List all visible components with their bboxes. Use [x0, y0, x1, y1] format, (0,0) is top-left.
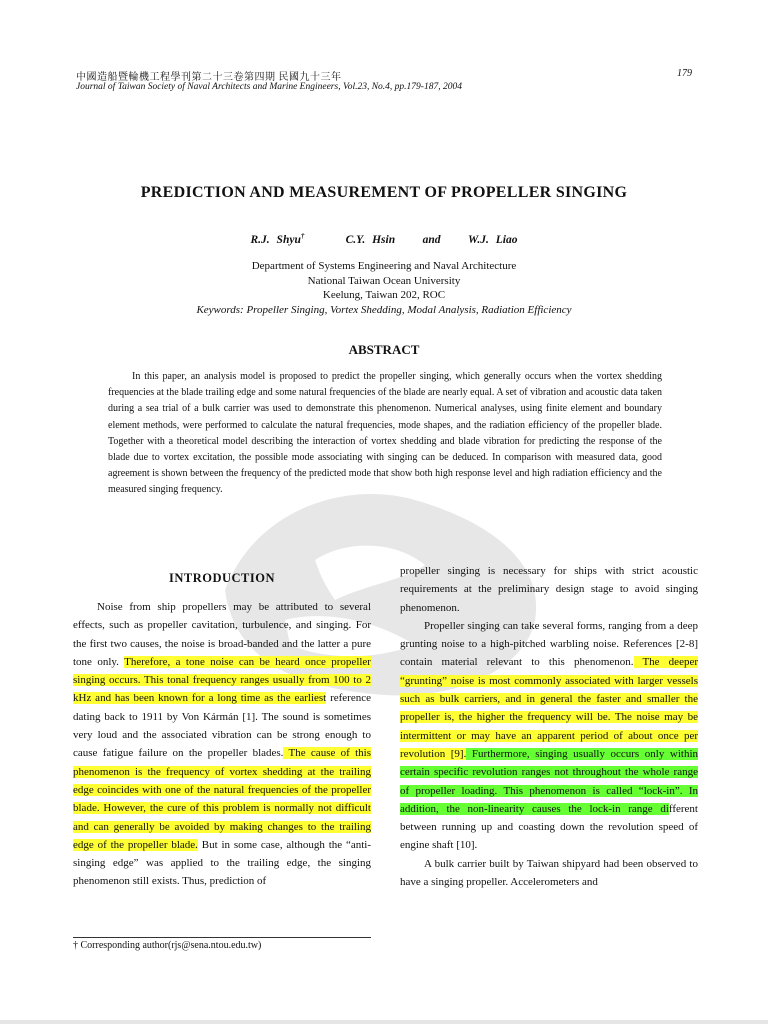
text-run: fferent between running up and coasting down the revolution speed of engine shaft [10]. — [400, 802, 698, 852]
affiliation-address: Keelung, Taiwan 202, ROC — [322, 289, 446, 301]
intro-paragraph-2 — [400, 617, 698, 855]
right-column — [400, 562, 698, 891]
abstract-text: In this paper, an analysis model is proposed to predict the propeller singing, which generally occurs when the vortex shedding frequencies at the blade trailing edge and some natural frequencies of the blade are nearly equal. A set of vibration and acoustic data taken during a sea trial of a bulk carrier was used to demonstrate this phenomenon. Numerical analyses, using finite element and boundary element methods, were performed to calculate the natural frequencies, mode shapes, and the radiation efficiency of the propeller blade. Together with a theoretical model describing the interaction of vortex shedding and blade vibration for predicting the response of the blade due to vortex excitation, the possible mode associating with singing can be deduced. In comparison with measured data, good agreement is shown between the frequency of the predicted mode that show both high response level and high radiation efficiency and the measured singing frequency. — [108, 371, 662, 496]
corresponding-mark: † — [300, 232, 305, 240]
green-highlight: Furthermore, singing usually occurs only within certain specific revolution ranges not throughout the whole range of propeller loading. This phenomenon is called “lock-in”. In addition, the non-linearity causes the lock-in range di — [400, 747, 699, 815]
text-run: Noise from ship propellers may be attributed to several effects, such as propeller cavitation, turbulence, and singing. For the first two causes, the noise is broad-banded and the latter a pure tone only. — [73, 601, 371, 668]
yellow-highlight: The cause of this phenomenon is the frequency of vortex shedding at the trailing edge coincides with one of the natural frequencies of the propeller blade. However, the cure of this problem is normally not difficult and can generally be avoided by making changes to the trailing edge of the propeller blade. — [73, 747, 371, 851]
affiliation-department: Department of Systems Engineering and Naval Architecture — [251, 260, 517, 272]
introduction-heading: INTRODUCTION — [168, 571, 275, 585]
author-hsin: C.Y. Hsin — [345, 233, 396, 246]
text-run: Propeller singing can take several forms, ranging from a deep grunting noise to a high-pitched warbling noise. References [2-8] contain material relevant to this phenomenon. — [400, 619, 698, 669]
author-liao: W.J. Liao — [468, 233, 518, 246]
affiliation-university: National Taiwan Ocean University — [307, 274, 461, 287]
affiliation-block — [0, 259, 768, 317]
header-journal-citation: Journal of Taiwan Society of Naval Architects and Marine Engineers, Vol.23, No.4, pp.179-187, 2004 — [76, 82, 462, 92]
left-column — [73, 598, 371, 891]
intro-paragraph-3: A bulk carrier built by Taiwan shipyard had been observed to have a singing propeller. Accelerometers and — [400, 857, 698, 889]
intro-paragraph-continued: propeller singing is necessary for ships with strict acoustic requirements at the preliminary design stage to avoid singing phenomenon. — [400, 565, 698, 614]
intro-paragraph-1 — [73, 598, 371, 891]
author-conjunction: and — [422, 233, 441, 246]
text-run: But in some case, although the “anti-singing edge” was applied to the trailing edge, the singing phenomenon still exists. Thus, prediction of — [73, 838, 372, 888]
yellow-highlight: Therefore, a tone noise can be heard once propeller singing occurs. This tonal frequency ranges usually from 100 to 2 kHz and has been known for a long time as the earliest — [73, 655, 371, 705]
page-number: 179 — [677, 68, 692, 79]
author-line — [0, 232, 768, 246]
text-run: reference dating back to 1911 by Von Kármán [1]. The sound is sometimes very loud and the associated vibration can be strong enough to cause fatigue failure on the propeller blades. — [73, 692, 371, 760]
header-chinese-journal: 中國造船暨輪機工程學刊第二十三卷第四期 民國九十三年 — [76, 72, 342, 83]
abstract-heading: ABSTRACT — [348, 342, 420, 357]
keywords: Keywords: Propeller Singing, Vortex Shedding, Modal Analysis, Radiation Efficiency — [196, 303, 572, 316]
author-shyu: R.J. Shyu — [250, 233, 301, 246]
footnote-corresponding-author: † Corresponding author(rjs@sena.ntou.edu.tw) — [73, 940, 262, 951]
paper-title: PREDICTION AND MEASUREMENT OF PROPELLER SINGING — [140, 184, 628, 201]
bottom-scroll-strip — [0, 1020, 768, 1024]
yellow-highlight: The deeper “grunting” noise is most commonly associated with larger vessels such as bulk carriers, and in general the faster and smaller the propeller is, the higher the frequency will be. The noise may be intermittent or may have an apparent period of about once per revolution [9]. — [400, 656, 698, 760]
footnote-rule — [73, 937, 371, 938]
